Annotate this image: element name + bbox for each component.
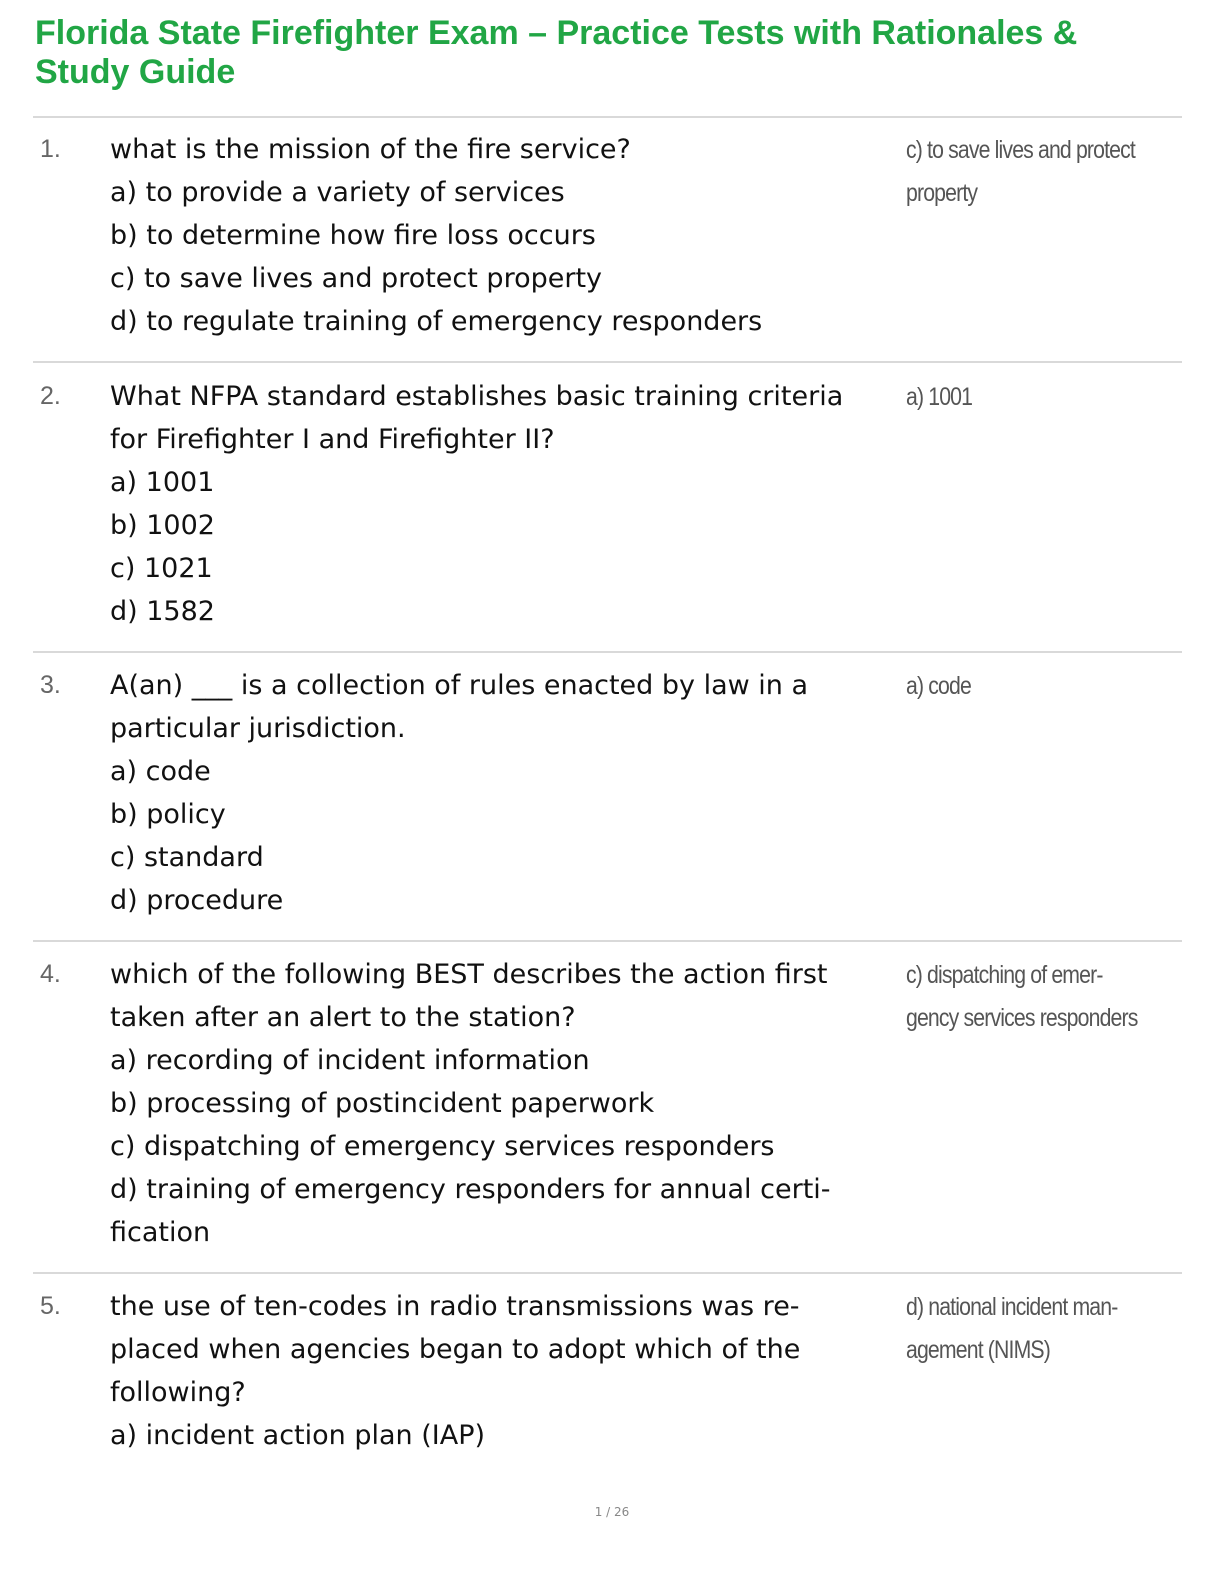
option-b: b) 1002 <box>110 510 215 541</box>
option-a: a) incident action plan (IAP) <box>110 1420 486 1451</box>
option-b: b) processing of postincident paperwork <box>110 1088 655 1119</box>
question-number: 5. <box>40 1292 61 1320</box>
answer <box>906 376 1136 419</box>
question-number: 2. <box>40 382 61 410</box>
divider <box>33 116 1182 118</box>
option-c: c) standard <box>110 842 264 873</box>
question-line: A(an) ___ is a collection of rules enacted by law in a <box>110 670 809 701</box>
option-b: b) policy <box>110 799 226 830</box>
question-text <box>110 375 900 633</box>
option-c: c) to save lives and protect property <box>110 263 603 294</box>
divider <box>33 651 1182 653</box>
option-d: d) procedure <box>110 885 284 916</box>
document-title <box>35 14 1185 92</box>
title-line-2: Study Guide <box>35 53 236 91</box>
question-number: 4. <box>40 960 61 988</box>
question-text <box>110 1285 900 1457</box>
question-line: particular jurisdiction. <box>110 713 406 744</box>
question-text <box>110 664 900 922</box>
question-number: 3. <box>40 671 61 699</box>
question-number: 1. <box>40 135 61 163</box>
option-d-continued: fication <box>110 1217 211 1248</box>
question-text <box>110 953 900 1254</box>
divider <box>33 1272 1182 1274</box>
answer-line: a) code <box>906 672 971 700</box>
page-number: 1 / 26 <box>594 1505 630 1519</box>
answer <box>906 1286 1136 1372</box>
answer <box>906 129 1136 215</box>
question-line: What NFPA standard establishes basic training criteria <box>110 381 844 412</box>
option-c: c) 1021 <box>110 553 213 584</box>
question-line: following? <box>110 1377 246 1408</box>
option-a: a) 1001 <box>110 467 215 498</box>
title-line-1: Florida State Firefighter Exam – Practice Tests with Rationales & <box>35 14 1078 52</box>
answer-line: property <box>906 179 978 207</box>
divider <box>33 940 1182 942</box>
option-d: d) training of emergency responders for annual certi- <box>110 1174 831 1205</box>
answer <box>906 954 1136 1040</box>
option-d: d) to regulate training of emergency responders <box>110 306 763 337</box>
answer-line: c) dispatching of emer- <box>906 961 1103 989</box>
question-line: taken after an alert to the station? <box>110 1002 576 1033</box>
answer <box>906 665 1136 708</box>
option-a: a) recording of incident information <box>110 1045 590 1076</box>
option-b: b) to determine how fire loss occurs <box>110 220 596 251</box>
answer-line: agement (NIMS) <box>906 1336 1050 1364</box>
question-line: for Firefighter I and Firefighter II? <box>110 424 555 455</box>
answer-line: gency services responders <box>906 1004 1138 1032</box>
question-line: what is the mission of the fire service? <box>110 134 631 165</box>
answer-line: d) national incident man- <box>906 1293 1118 1321</box>
divider <box>33 361 1182 363</box>
question-line: the use of ten-codes in radio transmissions was re- <box>110 1291 800 1322</box>
answer-line: c) to save lives and protect <box>906 136 1135 164</box>
question-line: which of the following BEST describes the action first <box>110 959 828 990</box>
answer-line: a) 1001 <box>906 383 973 411</box>
question-line: placed when agencies began to adopt which of the <box>110 1334 801 1365</box>
option-c: c) dispatching of emergency services responders <box>110 1131 775 1162</box>
option-d: d) 1582 <box>110 596 215 627</box>
option-a: a) code <box>110 756 211 787</box>
option-a: a) to provide a variety of services <box>110 177 565 208</box>
question-text <box>110 128 900 343</box>
